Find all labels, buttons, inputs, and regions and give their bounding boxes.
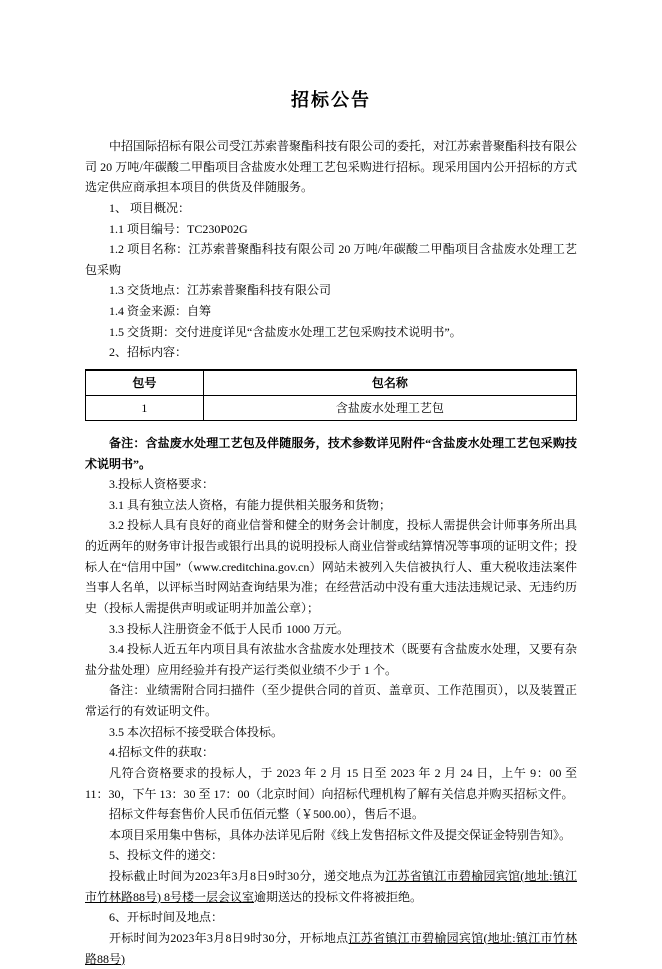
requirement-3-2: 3.2 投标人具有良好的商业信誉和健全的财务会计制度，投标人需提供会计师事务所出具的近两年的财务审计报告或银行出具的说明投标人商业信誉或结算情况等事项的证明文件；投标人在“信用中国”（www.creditchina.gov.cn）网站未被列入失信被执行人、重大税收违法案件当事人名单，以评标当时网站查询结果为准；在经营活动中没有重大违法违规记录、无违约历史（投标人需提供声明或证明并加盖公章）； <box>85 518 578 615</box>
obtain-paragraph-price: 招标文件每套售价人民币伍佰元整（￥500.00），售后不退。 <box>109 807 425 822</box>
opening-paragraph <box>85 928 577 969</box>
submission-address-underlined: 江苏省镇江市碧榆园宾馆(地址:镇江市竹林路88号) 8号楼一层会议室 <box>85 869 577 904</box>
table-header-package-name: 包名称 <box>203 370 576 396</box>
item-delivery-term: 1.5 交货期：交付进度详见“含盐废水处理工艺包采购技术说明书”。 <box>109 324 462 339</box>
section-3-heading: 3.投标人资格要求： <box>109 477 215 492</box>
submission-text: 投标截止时间为2023年3月8日9时30分，递交地点为 <box>109 869 386 883</box>
obtain-paragraph-time: 凡符合资格要求的投标人，于 2023 年 2 月 15 日至 2023 年 2 月 24 日，上午 9：00 至 11：30，下午 13：30 至 17：00（北京时间）向招标代理机构了解有关信息并购买招标文件。 <box>85 765 577 801</box>
item-project-number: 1.1 项目编号：TC230P02G <box>109 221 248 236</box>
table-note-paragraph: 备注：含盐废水处理工艺包及伴随服务，技术参数详见附件“含盐废水处理工艺包采购技术说明书”。 <box>85 435 577 471</box>
intro-paragraph: 中招国际招标有限公司受江苏索普聚酯科技有限公司的委托，对江苏索普聚酯科技有限公司 20 万吨/年碳酸二甲酯项目含盐废水处理工艺包采购进行招标。现采用国内公开招标的方式选定供应商承担本项目的供货及伴随服务。 <box>85 139 578 195</box>
requirement-note: 备注：业绩需附合同扫描件（至少提供合同的首页、盖章页、工作范围页），以及装置正常运行的有效证明文件。 <box>85 683 577 718</box>
item-delivery-place: 1.3 交货地点：江苏索普聚酯科技有限公司 <box>109 283 332 298</box>
item-fund-source: 1.4 资金来源：自筹 <box>109 304 212 318</box>
section-4-heading: 4.招标文件的获取： <box>109 745 215 760</box>
requirement-3-1: 3.1 具有独立法人资格，有能力提供相关服务和货物； <box>109 497 392 512</box>
submission-paragraph <box>85 866 577 907</box>
table-row <box>86 395 577 420</box>
section-2-heading: 2、招标内容： <box>109 345 188 360</box>
table-cell-package-no: 1 <box>86 395 204 420</box>
opening-text: 开标时间为2023年3月8日9时30分，开标地点 <box>109 930 349 945</box>
section-5-heading: 5、投标文件的递交： <box>109 848 224 863</box>
requirement-3-3: 3.3 投标人注册资金不低于人民币 1000 万元。 <box>109 621 350 636</box>
section-6-heading: 6、开标时间及地点： <box>109 910 224 925</box>
requirement-3-5: 3.5 本次招标不接受联合体投标。 <box>109 724 284 739</box>
bid-content-table <box>85 369 577 421</box>
submission-text-suffix: 逾期送达的投标文件将被拒绝。 <box>254 889 423 904</box>
table-cell-package-name: 含盐废水处理工艺包 <box>203 395 576 420</box>
section-1-heading: 1、 项目概况： <box>109 200 191 215</box>
obtain-paragraph-method: 本项目采用集中售标，具体办法详见后附《线上发售招标文件及提交保证金特别告知》。 <box>109 827 572 842</box>
table-header-package-no: 包号 <box>86 370 204 396</box>
item-project-name: 1.2 项目名称：江苏索普聚酯科技有限公司 20 万吨/年碳酸二甲酯项目含盐废水处理工艺包采购 <box>85 242 577 277</box>
table-header-row <box>86 370 577 396</box>
opening-address-underlined: 江苏省镇江市碧榆园宾馆(地址:镇江市竹林路88号) <box>85 930 577 966</box>
page-title: 招标公告 <box>291 90 371 110</box>
requirement-3-4: 3.4 投标人近五年内项目具有浓盐水含盐废水处理技术（既要有含盐废水处理，又要有杂盐分盐处理）应用经验并有投产运行类似业绩不少于 1 个。 <box>85 642 577 677</box>
